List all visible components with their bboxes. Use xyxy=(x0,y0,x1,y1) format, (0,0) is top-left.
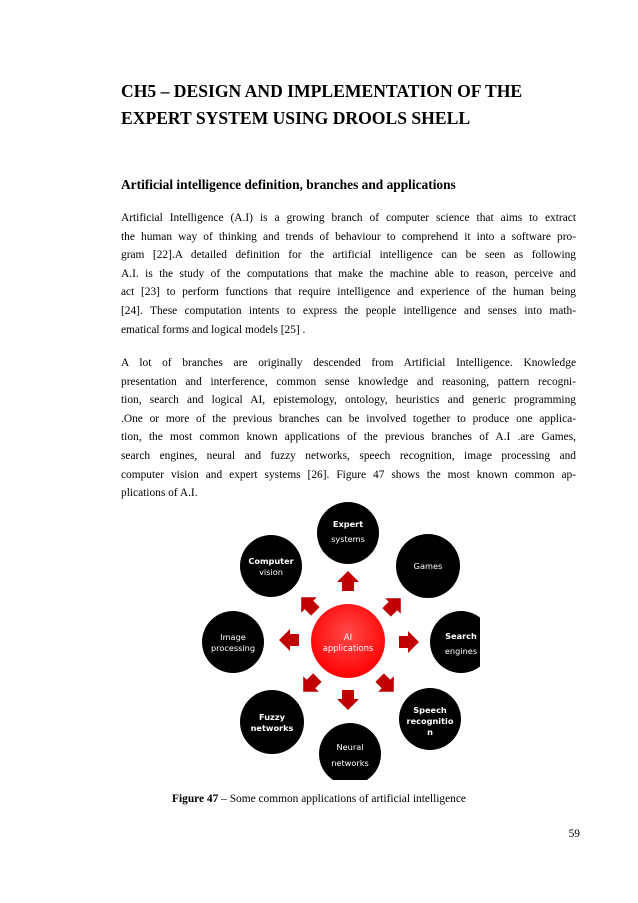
node-label-line: Games xyxy=(413,561,443,571)
node-circle xyxy=(240,690,304,754)
arrow-left-icon xyxy=(279,629,299,651)
center-label-line-2: applications xyxy=(322,643,374,653)
arrow-down-left-icon xyxy=(295,670,325,700)
text-line: A.I. is the study of the computations that make the machine able to reason, perceive and xyxy=(121,267,576,280)
node-label-line: Speech xyxy=(413,705,447,715)
node-label-line: networks xyxy=(331,758,369,768)
figure-caption xyxy=(0,793,638,805)
text-line: gram [22].A detailed definition for the artificial intelligence can be seen as following xyxy=(121,249,576,262)
chapter-title-line-1: CH5 – DESIGN AND IMPLEMENTATION OF THE xyxy=(121,81,523,101)
text-line: computer vision and expert systems [26]. Figure 47 shows the most known common ap- xyxy=(121,468,576,481)
arrow-down-right-icon xyxy=(372,670,402,700)
text-line: tion, the most common known applications of the previous branches of A.I .are Games, xyxy=(121,431,576,444)
page-number: 59 xyxy=(568,828,580,840)
arrow-up-right-icon xyxy=(379,590,409,620)
text-line: act [23] to perform functions that require intelligence and experience of the human being xyxy=(121,286,576,299)
node-label-line: systems xyxy=(331,534,365,544)
arrow-up-left-icon xyxy=(293,589,323,619)
paragraph-ai-branches xyxy=(121,354,576,503)
node-neural-networks xyxy=(319,723,381,780)
node-expert-systems xyxy=(317,502,379,564)
arrow-up-icon xyxy=(337,571,359,591)
text-line: Artificial Intelligence (A.I) is a growing branch of computer science that aims to extract xyxy=(121,212,576,224)
node-label-line: vision xyxy=(259,567,283,577)
paragraph-ai-definition xyxy=(121,209,576,339)
text-line: A lot of branches are originally descended from Artificial Intelligence. Knowledge xyxy=(121,357,576,369)
node-label-line: Expert xyxy=(332,519,364,529)
node-label-line: networks xyxy=(250,723,294,733)
node-label-line: Computer xyxy=(248,556,294,566)
node-label-line: processing xyxy=(210,643,256,653)
text-line: tion, search and logical AI, epistemology, ontology, heuristics and generic programming xyxy=(121,394,576,407)
node-ai-applications xyxy=(311,604,385,678)
center-label-line-1: AI xyxy=(343,632,353,642)
node-fuzzy-networks xyxy=(240,690,304,754)
text-line: .One or more of the previous branches can be involved together to produce one applica- xyxy=(121,412,576,425)
chapter-title xyxy=(121,78,591,132)
node-label-line: recognitio xyxy=(406,716,454,726)
section-heading: Artificial intelligence definition, branches and applications xyxy=(121,177,456,192)
figure-caption-label: Figure 47 xyxy=(172,793,219,805)
node-label-line: engines xyxy=(444,646,478,656)
node-speech-recognition xyxy=(399,688,461,750)
node-search-engines xyxy=(430,611,480,673)
node-circle xyxy=(317,502,379,564)
arrow-down-icon xyxy=(337,690,359,710)
arrow-right-icon xyxy=(399,631,419,653)
node-circle xyxy=(202,611,264,673)
chapter-title-line-2: EXPERT SYSTEM USING DROOLS SHELL xyxy=(121,108,471,128)
node-label-line: Neural xyxy=(336,742,364,752)
node-image-processing xyxy=(202,611,264,673)
node-label-line: Fuzzy xyxy=(259,712,285,722)
text-line: the human way of thinking and trends of behaviour to comprehend it into a software pro- xyxy=(121,230,576,243)
text-line: plications of A.I. xyxy=(121,487,198,500)
node-circle xyxy=(240,535,302,597)
figure-caption-text: – Some common applications of artificial intelligence xyxy=(218,793,466,805)
text-line: [24]. These computation intents to express the people intelligence and senses into math- xyxy=(121,304,576,317)
ai-applications-diagram xyxy=(200,500,480,780)
text-line: search engines, neural and fuzzy networks, speech recognition, image processing and xyxy=(121,449,576,462)
node-label-line: n xyxy=(427,727,433,737)
text-line: presentation and interference, common sense knowledge and reasoning, pattern recogni- xyxy=(121,375,576,388)
node-label-line: Image xyxy=(220,632,246,642)
text-line: ematical forms and logical models [25] . xyxy=(121,323,306,336)
node-games xyxy=(396,534,460,598)
node-computer-vision xyxy=(240,535,302,597)
node-label-line: Search xyxy=(445,631,477,641)
node-circle xyxy=(430,611,480,673)
